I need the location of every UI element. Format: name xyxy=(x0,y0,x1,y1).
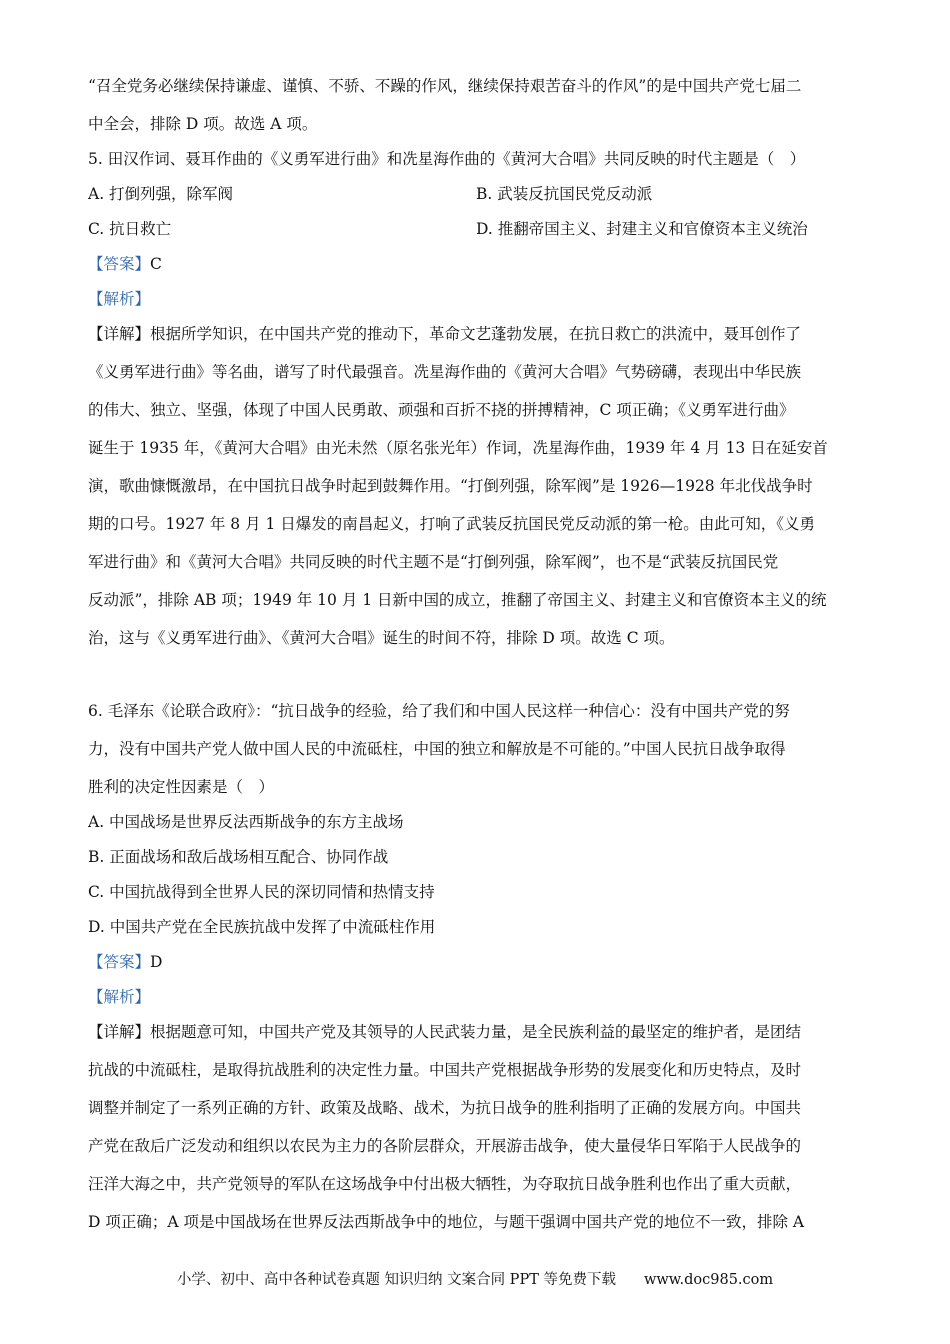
q5-option-c: C. 抗日救亡 xyxy=(88,220,172,238)
analysis-tag: 【解析】 xyxy=(88,988,151,1006)
answer-tag: 【答案】 xyxy=(88,255,151,273)
q5-explanation-line: 演，歌曲慷慨激昂，在中国抗日战争时起到鼓舞作用。“打倒列强，除军阀”是 1926—1928 年北伐战争时 xyxy=(88,477,813,495)
q5-option-b: B. 武装反抗国民党反动派 xyxy=(476,185,653,203)
q5-explanation-line: 期的口号。1927 年 8 月 1 日爆发的南昌起义，打响了武装反抗国民党反动派的第一枪。由此可知，《义勇 xyxy=(88,515,816,533)
q6-option-b: B. 正面战场和敌后战场相互配合、协同作战 xyxy=(88,848,389,866)
q5-analysis-heading xyxy=(88,289,868,309)
q5-answer xyxy=(88,254,868,274)
q6-explanation-line: 调整并制定了一系列正确的方针、政策及战略、战术，为抗日战争的胜利指明了正确的发展方向。中国共 xyxy=(88,1099,802,1117)
page-footer xyxy=(0,1270,950,1290)
question-6-stem: 6. 毛泽东《论联合政府》：“抗日战争的经验，给了我们和中国人民这样一种信心：没有中国共产党的努 xyxy=(88,702,790,720)
q5-explanation-line: 反动派”，排除 AB 项；1949 年 10 月 1 日新中国的成立，推翻了帝国主义、封建主义和官僚资本主义的统 xyxy=(88,591,827,609)
q5-explanation-line: 《义勇军进行曲》等名曲，谱写了时代最强音。冼星海作曲的《黄河大合唱》气势磅礴，表现出中华民族 xyxy=(88,363,802,381)
question-6-stem: 胜利的决定性因素是（ ） xyxy=(88,778,275,796)
footer-text: 小学、初中、高中各种试卷真题 知识归纳 文案合同 PPT 等免费下载 xyxy=(176,1272,616,1288)
answer-value: D xyxy=(150,953,163,971)
q5-option-a: A. 打倒列强，除军阀 xyxy=(88,185,234,203)
q5-explanation-line: 军进行曲》和《黄河大合唱》共同反映的时代主题不是“打倒列强，除军阀”，也不是“武装反抗国民党 xyxy=(88,553,779,571)
analysis-tag: 【解析】 xyxy=(88,290,151,308)
explanation-text: 根据所学知识，在中国共产党的推动下，革命文艺蓬勃发展，在抗日救亡的洪流中，聂耳创作了 xyxy=(150,325,802,343)
question-5-stem: 5. 田汉作词、聂耳作曲的《义勇军进行曲》和冼星海作曲的《黄河大合唱》共同反映的时代主题是（ ） xyxy=(88,150,806,168)
question-6-stem: 力，没有中国共产党人做中国人民的中流砥柱，中国的独立和解放是不可能的。”中国人民抗日战争取得 xyxy=(88,740,786,758)
answer-value: C xyxy=(150,255,162,273)
paragraph-line: “召全党务必继续保持谦虚、谨慎、不骄、不躁的作风，继续保持艰苦奋斗的作风”的是中国共产党七届二 xyxy=(88,77,802,95)
detail-tag: 【详解】 xyxy=(88,1023,151,1041)
q6-explanation-line: 产党在敌后广泛发动和组织以农民为主力的各阶层群众，开展游击战争，使大量侵华日军陷于人民战争的 xyxy=(88,1137,802,1155)
explanation-text: 根据题意可知，中国共产党及其领导的人民武装力量，是全民族利益的最坚定的维护者，是团结 xyxy=(150,1023,802,1041)
q6-explanation-line: 汪洋大海之中，共产党领导的军队在这场战争中付出极大牺牲，为夺取抗日战争胜利也作出了重大贡献， xyxy=(88,1175,802,1193)
footer-url[interactable]: www.doc985.com xyxy=(643,1272,774,1288)
q5-explanation-line: 治，这与《义勇军进行曲》、《黄河大合唱》诞生的时间不符，排除 D 项。故选 C 项。 xyxy=(88,629,675,647)
q5-explanation-line: 诞生于 1935 年，《黄河大合唱》由光未然（原名张光年）作词，冼星海作曲，1939 年 4 月 13 日在延安首 xyxy=(88,439,828,457)
q6-option-c: C. 中国抗战得到全世界人民的深切同情和热情支持 xyxy=(88,883,435,901)
q5-explanation-line xyxy=(88,324,868,344)
q6-explanation-line xyxy=(88,1022,868,1042)
q6-option-a: A. 中国战场是世界反法西斯战争的东方主战场 xyxy=(88,813,404,831)
q5-explanation-line: 的伟大、独立、坚强，体现了中国人民勇敢、顽强和百折不挠的拼搏精神，C 项正确；《义勇军进行曲》 xyxy=(88,401,795,419)
q6-analysis-heading xyxy=(88,987,868,1007)
detail-tag: 【详解】 xyxy=(88,325,151,343)
q6-explanation-line: D 项正确；A 项是中国战场在世界反法西斯战争中的地位，与题干强调中国共产党的地位不一致，排除 A xyxy=(88,1213,805,1231)
q6-explanation-line: 抗战的中流砥柱，是取得抗战胜利的决定性力量。中国共产党根据战争形势的发展变化和历史特点，及时 xyxy=(88,1061,802,1079)
q6-option-d: D. 中国共产党在全民族抗战中发挥了中流砥柱作用 xyxy=(88,918,436,936)
q5-option-d: D. 推翻帝国主义、封建主义和官僚资本主义统治 xyxy=(476,220,808,238)
paragraph-line: 中全会，排除 D 项。故选 A 项。 xyxy=(88,115,318,133)
q6-answer xyxy=(88,952,868,972)
answer-tag: 【答案】 xyxy=(88,953,151,971)
